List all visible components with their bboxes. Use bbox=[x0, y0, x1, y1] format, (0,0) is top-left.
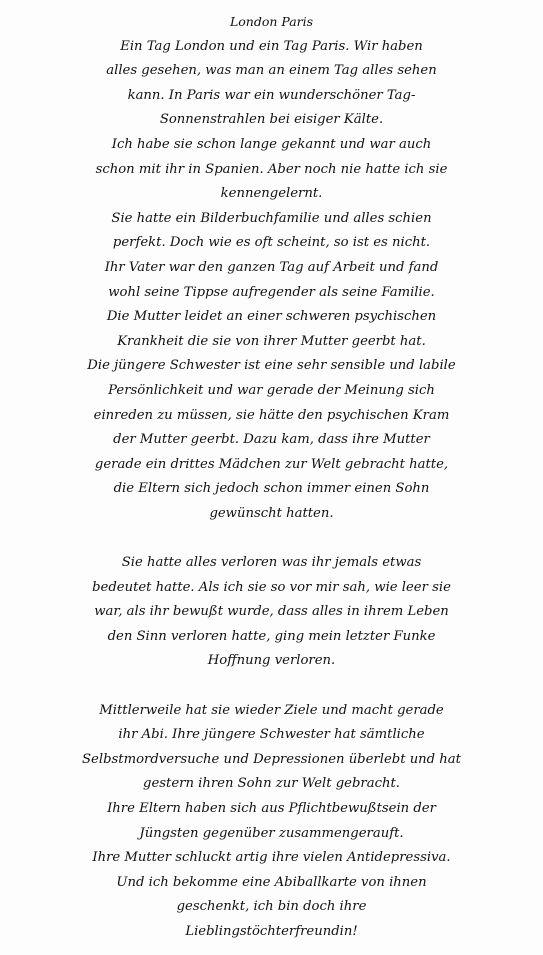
text-line: Jüngsten gegenüber zusammengerauft. bbox=[139, 825, 404, 841]
text-line: wohl seine Tippse aufregender als seine Familie. bbox=[108, 284, 435, 300]
text-line: Ich habe sie schon lange gekannt und war auch bbox=[111, 136, 432, 152]
text-line: Ihr Vater war den ganzen Tag auf Arbeit und fand bbox=[104, 259, 439, 275]
text-line: Sie hatte alles verloren was ihr jemals etwas bbox=[121, 555, 422, 571]
text-line: geschenkt, ich bin doch ihre bbox=[176, 899, 367, 915]
paragraph-gap bbox=[60, 674, 483, 699]
text-line: gewünscht hatten. bbox=[209, 505, 334, 521]
text-line: war, als ihr bewußt wurde, dass alles in ihrem Leben bbox=[94, 604, 449, 620]
text-line: Lieblingstöchterfreundin! bbox=[185, 923, 358, 939]
text-line: ihr Abi. Ihre jüngere Schwester hat sämtliche bbox=[118, 727, 425, 743]
poem-text-block bbox=[60, 10, 483, 945]
paragraph-1 bbox=[60, 35, 483, 527]
text-line: Die jüngere Schwester ist eine sehr sensible und labile bbox=[87, 358, 456, 374]
text-line: Und ich bekomme eine Abiballkarte von ihnen bbox=[116, 874, 427, 890]
text-line: einreden zu müssen, sie hätte den psychischen Kram bbox=[93, 407, 450, 423]
text-line: Sonnenstrahlen bei eisiger Kälte. bbox=[159, 112, 384, 128]
text-line: Die Mutter leidet an einer schweren psychischen bbox=[106, 309, 437, 325]
text-line: gestern ihren Sohn zur Welt gebracht. bbox=[143, 776, 400, 792]
text-line: Mittlerweile hat sie wieder Ziele und macht gerade bbox=[99, 702, 444, 718]
text-line: die Eltern sich jedoch schon immer einen Sohn bbox=[113, 481, 430, 497]
text-line: Sie hatte ein Bilderbuchfamilie und alles schien bbox=[111, 210, 432, 226]
text-line: Hoffnung verloren. bbox=[207, 653, 336, 669]
text-line: gerade ein drittes Mädchen zur Welt gebracht hatte, bbox=[94, 456, 449, 472]
text-line: Selbstmordversuche und Depressionen überlebt und hat bbox=[82, 751, 461, 767]
text-line: kennengelernt. bbox=[220, 186, 323, 202]
text-line: schon mit ihr in Spanien. Aber noch nie hatte ich sie bbox=[95, 161, 448, 177]
document-title: London Paris bbox=[229, 14, 314, 29]
text-line: bedeutet hatte. Als ich sie so vor mir sah, wie leer sie bbox=[92, 579, 451, 595]
paragraph-gap bbox=[60, 526, 483, 551]
text-line: kann. In Paris war ein wunderschöner Tag- bbox=[127, 87, 416, 103]
paragraph-2 bbox=[60, 551, 483, 674]
text-line: der Mutter geerbt. Dazu kam, dass ihre Mutter bbox=[113, 432, 430, 448]
text-line: Persönlichkeit und war gerade der Meinung sich bbox=[108, 382, 435, 398]
text-line: Ihre Mutter schluckt artig ihre vielen Antidepressiva. bbox=[92, 850, 451, 866]
text-line: Ein Tag London und ein Tag Paris. Wir haben bbox=[120, 38, 423, 54]
text-line: perfekt. Doch wie es oft scheint, so ist es nicht. bbox=[112, 235, 431, 251]
paragraph-3 bbox=[60, 699, 483, 945]
text-line: alles gesehen, was man an einem Tag alles sehen bbox=[106, 63, 437, 79]
text-line: Ihre Eltern haben sich aus Pflichtbewußtsein der bbox=[107, 801, 436, 816]
text-line: Krankheit die sie von ihrer Mutter geerbt hat. bbox=[117, 333, 426, 349]
text-line: den Sinn verloren hatte, ging mein letzter Funke bbox=[107, 628, 436, 644]
